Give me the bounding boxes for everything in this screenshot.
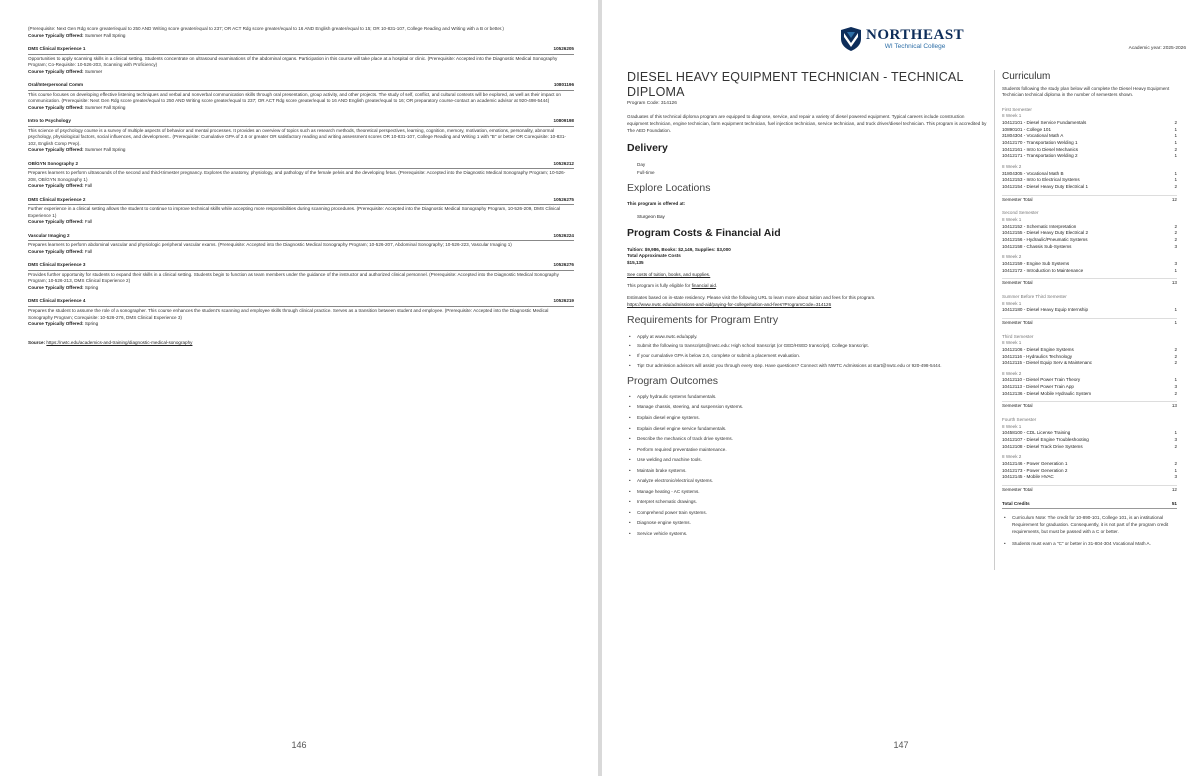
- curriculum-course-credits: 1: [1174, 153, 1177, 159]
- curriculum-course-credits: 2: [1174, 236, 1177, 242]
- curriculum-course-credits: 2: [1174, 461, 1177, 467]
- curriculum-course-row: [1002, 377, 1177, 384]
- course-header: [28, 197, 574, 206]
- curriculum-course-name: 10412180 - Diesel Heavy Equip Internship: [1002, 307, 1089, 313]
- course-code: 10801196: [553, 82, 574, 88]
- requirement-item: • Submit the following to transcripts@nwtc.edu: High school transcript (or GED/HSED transcript). College transcript.: [627, 343, 987, 350]
- course-description: Prepares learners to perform abdominal vascular and physiologic peripheral vascular exams. (Prerequisite: Accepted into the Diagnostic Medical Sonography Program; 10-526-207, Abdominal Sonography; 10-526-223, Vascular Imaging 1): [28, 242, 512, 248]
- financial-aid-line: [627, 283, 987, 290]
- semester-total-value: 13: [1171, 280, 1177, 286]
- delivery-item: Day: [637, 161, 646, 167]
- course-code: 10526219: [553, 298, 574, 304]
- curriculum-course-name: 31804304 - Vocational Math A: [1002, 133, 1064, 139]
- week-name: 8 Week 1: [1002, 217, 1022, 222]
- delivery-list: [627, 162, 987, 177]
- outcome-item: • Analyze electronic/electrical systems.: [627, 478, 987, 485]
- curriculum-course-credits: 2: [1174, 146, 1177, 152]
- curriculum-course-row: [1002, 127, 1177, 134]
- aid-end: .: [715, 283, 718, 289]
- curriculum-course-credits: 1: [1174, 133, 1177, 139]
- course-code: 10526224: [553, 232, 574, 238]
- course-description: Prepares learners to perform ultrasounds of the second and third-trimester pregnancy. Explores the anatomy, physiology, and pathology of the female pelvis and the developing fetus. (Prerequisite: Accepted into the Diagnostic Medical Sonography Program; 10-526-208, OB/GYN Sonography 1): [28, 170, 566, 182]
- course-title: DMS Clinical Experience 1: [28, 46, 86, 52]
- curriculum-course-credits: 1: [1174, 140, 1177, 146]
- total-credits-label: Total Credits: [1002, 500, 1030, 506]
- curriculum-course-name: 10412159 - Engine Sub Systems: [1002, 260, 1070, 266]
- curriculum-course-row: [1002, 474, 1177, 481]
- week-name: 8 Week 2: [1002, 370, 1022, 376]
- curriculum-course-name: 10412115 - Diesel Equip Serv & Maintenanc: [1002, 360, 1093, 366]
- offered-value: Summer: [84, 68, 103, 74]
- semester-block: [1002, 294, 1177, 327]
- curriculum-course-credits: 1: [1174, 170, 1177, 176]
- semester-total-value: 13: [1171, 403, 1177, 409]
- curriculum-course-credits: 1: [1174, 467, 1177, 473]
- outcome-item: • Service vehicle systems.: [627, 531, 987, 538]
- program-title: DIESEL HEAVY EQUIPMENT TECHNICIAN - TECHNICAL DIPLOMA: [627, 70, 964, 99]
- course-entry: [28, 197, 574, 226]
- curriculum-course-credits: 3: [1174, 384, 1177, 390]
- course-header: [28, 46, 574, 55]
- curriculum-course-name: 10412108 - Diesel Track Drive Systems: [1002, 443, 1083, 449]
- curriculum-course-name: 31804305 - Vocational Math B: [1002, 170, 1064, 176]
- curriculum-course-credits: 2: [1174, 184, 1177, 190]
- outcome-item: • Explain diesel engine systems.: [627, 415, 987, 422]
- semester-total-row: [1002, 195, 1177, 204]
- course-description: Opportunities to apply scanning skills in a clinical setting. Students concentrate on ultrasound examinations of the abdominal organs. Participation in this course will take place at a hospital or clinic. (Prerequisite: Accepted into the Diagnostic Medical Sonography Program; Co-Requisite: 10-526-203, Scanning with Proficiency): [28, 55, 558, 68]
- offered-label: Course Typically Offered:: [28, 321, 84, 327]
- week-name: 8 Week 1: [1002, 300, 1022, 306]
- curriculum-course-credits: 3: [1174, 243, 1177, 249]
- week-block: [1002, 254, 1177, 274]
- curriculum-course-name: 10412101 - Diesel Service Fundamentals: [1002, 120, 1087, 126]
- course-entry: [28, 233, 574, 256]
- curriculum-course-credits: 3: [1174, 474, 1177, 480]
- curriculum-note: • Students must earn a "C" or better in 31-804-304 Vocational Math A.: [1002, 541, 1177, 548]
- curriculum-course-name: 10412172 - Introduction to Maintenance: [1002, 267, 1084, 273]
- semester-total-label: Semester Total: [1002, 319, 1033, 325]
- offered-value: Fall: [84, 183, 93, 189]
- curriculum-course-credits: 2: [1174, 346, 1177, 352]
- outcome-item: • Diagnose engine systems.: [627, 520, 987, 527]
- curriculum-course-name: 10412155 - Diesel Heavy Duty Electrical 2: [1002, 230, 1089, 236]
- page-number: 146: [291, 740, 307, 750]
- curriculum-course-credits: 1: [1174, 267, 1177, 273]
- semesters: [1002, 107, 1177, 494]
- curriculum-course-row: [1002, 133, 1177, 140]
- semester-total-label: Semester Total: [1002, 280, 1033, 286]
- week-name: 8 Week 2: [1002, 454, 1022, 460]
- curriculum-course-name: 10890101 - College 101: [1002, 126, 1052, 132]
- offered-value: Fall: [84, 219, 93, 225]
- offered-label: Course Typically Offered:: [28, 32, 84, 38]
- curriculum-course-name: 10412158 - Chassis Sub-Systems: [1002, 243, 1072, 249]
- semester-total-row: [1002, 278, 1177, 287]
- semester-total-label: Semester Total: [1002, 487, 1033, 492]
- curriculum-course-row: [1002, 184, 1177, 191]
- offered-value: Summer Fall Spring: [84, 147, 126, 153]
- week-name: 8 Week 1: [1002, 340, 1022, 346]
- curriculum-course-name: 10412171 - Transportation Welding 2: [1002, 153, 1078, 159]
- offered-line: [28, 33, 574, 40]
- course-code: 10526212: [553, 160, 574, 166]
- curriculum-course-row: [1002, 430, 1177, 437]
- course-header: [28, 298, 574, 307]
- curriculum-course-credits: 2: [1174, 120, 1177, 126]
- costs-link[interactable]: See costs of tuition, books, and supplies.: [627, 271, 711, 277]
- curriculum-course-credits: 2: [1174, 390, 1177, 396]
- curriculum-heading: Curriculum: [1002, 71, 1051, 82]
- costs-total-label: Total Approximate Costs: [627, 253, 681, 259]
- semester-name: Third Semester: [1002, 333, 1034, 339]
- semester-block: [1002, 210, 1177, 287]
- outcome-item: • Interpret schematic drawings.: [627, 499, 987, 506]
- curriculum-course-name: 10412161 - Intro to Diesel Mechanics: [1002, 146, 1079, 152]
- course-list: [28, 26, 574, 346]
- semester-name: Fourth Semester: [1002, 417, 1037, 423]
- curriculum-course-row: [1002, 347, 1177, 354]
- curriculum-course-row: [1002, 384, 1177, 391]
- delivery-item: Full-time: [637, 170, 655, 176]
- source-label: Source:: [28, 339, 46, 345]
- week-block: [1002, 113, 1177, 160]
- curriculum-course-row: [1002, 268, 1177, 275]
- course-header: [28, 118, 574, 127]
- week-block: [1002, 454, 1177, 481]
- outcome-item: • Comprehend power train systems.: [627, 510, 987, 517]
- course-code: 10526276: [553, 262, 574, 268]
- offered-line: [28, 147, 574, 154]
- course-description: Provides further opportunity for students to expand their skills in a clinical setting. Students begin to function as team members under the guidance of the instructor and authorized clinical personnel. (Prerequisite: Accepted into the Diagnostic Medical Sonography Program; 10-526-213, DMS Clinical Experience 2): [28, 271, 559, 284]
- offered-value: Summer Fall Spring: [84, 104, 126, 110]
- course-title: Vascular Imaging 2: [28, 232, 70, 238]
- locations-intro: This program is offered at:: [627, 201, 686, 207]
- semester-block: [1002, 107, 1177, 204]
- curriculum-course-name: 10412106 - Diesel Engine Systems: [1002, 346, 1074, 352]
- requirements-list: [627, 334, 987, 370]
- column-divider: [994, 70, 995, 570]
- curriculum-course-row: [1002, 147, 1177, 154]
- curriculum-course-name: 10412107 - Diesel Engine Troubleshooting: [1002, 437, 1089, 443]
- week-block: [1002, 217, 1177, 250]
- semester-total-row: [1002, 401, 1177, 410]
- course-entry: [28, 262, 574, 291]
- curriculum-course-name: 10412116 - Hydraulics Technology: [1002, 353, 1073, 359]
- course-title: DMS Clinical Experience 2: [28, 196, 86, 202]
- offered-value: Spring: [84, 284, 99, 290]
- curriculum-course-row: [1002, 461, 1177, 468]
- total-credits-value: 51: [1171, 500, 1177, 506]
- curriculum-course-credits: 2: [1174, 443, 1177, 449]
- curriculum-note: • Curriculum Note: The credit for 10-890-101, College 101, is an institutional Requirement for graduation. Consequently, it is not part of the program credit requirements, but must be passed with a C or better.: [1002, 515, 1177, 536]
- course-code: 10526205: [553, 46, 574, 52]
- source-line: [28, 340, 574, 347]
- offered-label: Course Typically Offered:: [28, 284, 84, 290]
- course-entry: [28, 82, 574, 111]
- curriculum-course-row: [1002, 153, 1177, 160]
- curriculum-course-row: [1002, 230, 1177, 237]
- outcome-item: • Apply hydraulic systems fundamentals.: [627, 394, 987, 401]
- semester-total-row: [1002, 318, 1177, 327]
- semester-total-value: 12: [1171, 196, 1177, 202]
- course-title: DMS Clinical Experience 3: [28, 262, 86, 268]
- locations-heading: Explore Locations: [627, 181, 711, 194]
- curriculum-course-credits: 1: [1174, 177, 1177, 183]
- course-description: Prepares the student to assume the role of a sonographer. This course enhances the student's scanning and employee skills through clinical practice. Serves as a transition between student and employee. (Prerequisite: Accepted into the Diagnostic Medical Sonography Program; Corequisite: 10-526-276, DMS Clinical Experience 3): [28, 307, 549, 320]
- week-block: [1002, 164, 1177, 191]
- requirement-item: • Tip! Our admission advisors will assist you through every step. Have questions? Connect with NWTC Admissions at start@nwtc.edu or 920-498-5444.: [627, 363, 987, 370]
- outcome-item: • Manage chassis, steering, and suspension systems.: [627, 404, 987, 411]
- offered-line: [28, 105, 574, 112]
- course-title: DMS Clinical Experience 4: [28, 298, 86, 304]
- course-title: Oral/Interpersonal Comm: [28, 82, 84, 88]
- semester-block: [1002, 417, 1177, 494]
- curriculum-course-row: [1002, 437, 1177, 444]
- curriculum-course-row: [1002, 360, 1177, 367]
- outcomes-list: [627, 394, 987, 538]
- week-name: 8 Week 1: [1002, 113, 1022, 119]
- outcome-item: • Describe the mechanics of track drive systems.: [627, 436, 987, 443]
- curriculum-course-row: [1002, 224, 1177, 231]
- course-code: 10526275: [553, 196, 574, 202]
- curriculum-course-credits: 1: [1174, 126, 1177, 132]
- logo-subtitle: WI Technical College: [884, 42, 946, 50]
- curriculum-course-credits: 3: [1174, 260, 1177, 266]
- page-147: [602, 0, 1200, 776]
- costs-heading: Program Costs & Financial Aid: [627, 227, 781, 240]
- course-title: Intro to Psychology: [28, 118, 71, 124]
- curriculum-course-row: [1002, 171, 1177, 178]
- costs-breakdown: Tuition: $9,986, Books: $2,149, Supplies: $3,000: [627, 246, 731, 252]
- semester-name: Summer Before Third Semester: [1002, 293, 1067, 299]
- curriculum-course-credits: 1: [1174, 430, 1177, 436]
- offered-value: Spring: [84, 321, 99, 327]
- offered-label: Course Typically Offered:: [28, 147, 84, 153]
- offered-value: Fall: [84, 248, 93, 254]
- curriculum-course-row: [1002, 244, 1177, 251]
- course-header: [28, 82, 574, 91]
- curriculum-column: [1002, 70, 1177, 553]
- course-entry: [28, 298, 574, 327]
- page-146: [0, 0, 598, 776]
- curriculum-course-credits: 2: [1174, 353, 1177, 359]
- course-title: OB/GYN Sonography 2: [28, 160, 79, 166]
- curriculum-course-credits: 3: [1174, 437, 1177, 443]
- course-code: 10809198: [553, 118, 574, 124]
- curriculum-course-name: 10412113 - Diesel Power Train App: [1002, 384, 1074, 390]
- outcome-item: • Use welding and machine tools.: [627, 457, 987, 464]
- aid-text: This program is fully eligible for: [627, 283, 691, 289]
- curriculum-course-name: 10412110 - Diesel Power Train Theory: [1002, 377, 1081, 383]
- week-name: 8 Week 2: [1002, 254, 1022, 260]
- curriculum-intro: Students following the study plan below will complete the Diesel Heavy Equipment Technician technical diploma in the number of semesters shown.: [1002, 85, 1170, 98]
- outcome-item: • Maintain brake systems.: [627, 468, 987, 475]
- curriculum-course-row: [1002, 140, 1177, 147]
- college-logo: [840, 26, 964, 52]
- offered-label: Course Typically Offered:: [28, 183, 84, 189]
- requirements-heading: Requirements for Program Entry: [627, 314, 779, 327]
- curriculum-course-name: 10412136 - Diesel Mobile Hydraulic System: [1002, 390, 1092, 396]
- program-main-column: [627, 70, 987, 542]
- course-entry: [28, 46, 574, 75]
- courses-container: [28, 46, 574, 328]
- curriculum-course-name: 10412146 - Power Generation 1: [1002, 461, 1068, 467]
- prereq-text: (Prerequisite: Next Gen Rdg score greater/equal to 250 AND Writing score greater/equal to 237; OR ACT Rdg score greater/equal to 16 AND English greater/equal to 15; OR 10-831-107, College Reading and Writing with a B or better.): [28, 26, 504, 31]
- course-description: This course focuses on developing effective listening techniques and verbal and nonverbal communication skills through oral presentation, group activity, and other projects. The study of self, conflict, and cultural contexts will be explored, as well as their impact on communication. (Prerequisite: Next Gen Rdg score greater/equal to 250 AND Writing score greater/equal to 237; OR ACT Rdg score greater/equal to 16 AND English greater/equal to 16; OR preparatory course-contact an academic advisor at 920-498-5444): [28, 91, 561, 104]
- delivery-heading: Delivery: [627, 142, 668, 155]
- requirement-item: • If your cumulative GPA is below 2.6, complete or submit a placement evaluation.: [627, 353, 987, 360]
- academic-year: Academic year: 2025-2026: [1128, 46, 1186, 51]
- offered-label: Course Typically Offered:: [28, 219, 84, 225]
- week-block: [1002, 424, 1177, 451]
- curriculum-course-row: [1002, 237, 1177, 244]
- week-block: [1002, 371, 1177, 398]
- semester-name: First Semester: [1002, 106, 1032, 112]
- course-entry: [28, 118, 574, 154]
- course-description: Further experience in a clinical setting allows the student to continue to improve technical skills while accepting more responsibilities during scanning procedures. (Prerequisite: Accepted into the Diagnostic Medical Sonography Program, 10-526-209, DMS Clinical Experience 1): [28, 206, 561, 218]
- curriculum-course-row: [1002, 261, 1177, 268]
- curriculum-course-name: 10458100 - CDL License Training: [1002, 430, 1071, 436]
- curriculum-course-row: [1002, 468, 1177, 475]
- offered-value: Summer Fall Spring: [84, 32, 126, 38]
- program-code: Program Code: 314126: [627, 100, 677, 106]
- curriculum-course-name: 10412156 - Hydraulic/Pneumatic Systems: [1002, 236, 1088, 242]
- week-block: [1002, 340, 1177, 367]
- page-number: 147: [893, 740, 909, 750]
- course-description: This science of psychology course is a survey of multiple aspects of behavior and mental processes. It provides an overview of topics such as research methods, theoretical perspectives, learning, cognition, memory, motivation, emotions, personality, abnormal psychology, physiological factors, social influences, and development.. (Prerequisite: Cumulative GPA of 2.6 or greater OR satisfactory reading and writing assessment scores OR 10-831-107, College Reading and Writing 1 with "B" or better OR Corequisite: 10-831-102, English Comp Prep).: [28, 127, 566, 146]
- curriculum-course-row: [1002, 354, 1177, 361]
- source-link[interactable]: https://nwtc.edu/academics-and-training/diagnostic-medical-sonography: [46, 339, 193, 345]
- curriculum-course-credits: 2: [1174, 223, 1177, 229]
- semester-block: [1002, 334, 1177, 411]
- offered-line: [28, 321, 574, 328]
- offered-label: Course Typically Offered:: [28, 248, 84, 254]
- offered-line: [28, 249, 574, 256]
- curriculum-course-name: 10412173 - Power Generation 2: [1002, 467, 1068, 473]
- curriculum-course-name: 10412153 - Intro to Electrical Systems: [1002, 177, 1080, 183]
- curriculum-course-name: 10412170 - Transportation Welding 1: [1002, 140, 1078, 146]
- semester-total-value: 12: [1171, 487, 1177, 492]
- curriculum-course-row: [1002, 444, 1177, 451]
- financial-aid-link[interactable]: financial aid: [691, 283, 716, 289]
- offered-line: [28, 219, 574, 226]
- estimate-block: [627, 295, 987, 308]
- offered-label: Course Typically Offered:: [28, 104, 84, 110]
- outcomes-heading: Program Outcomes: [627, 374, 719, 387]
- curriculum-course-row: [1002, 391, 1177, 398]
- semester-total-row: [1002, 485, 1177, 494]
- week-name: 8 Week 2: [1002, 164, 1022, 170]
- offered-line: [28, 69, 574, 76]
- course-header: [28, 262, 574, 271]
- northeast-shield-logo-icon: [840, 26, 862, 52]
- total-credits-row: [1002, 501, 1177, 510]
- outcome-item: • Manage heating - AC systems.: [627, 489, 987, 496]
- curriculum-course-credits: 1: [1174, 307, 1177, 313]
- course-entry: [28, 161, 574, 190]
- curriculum-course-row: [1002, 177, 1177, 184]
- semester-total-value: 1: [1174, 319, 1177, 325]
- tuition-fees-link[interactable]: https://www.nwtc.edu/admissions-and-aid/paying-for-college/tuition-and-fees?ProgramCode=314126: [627, 301, 832, 307]
- locations-list: [627, 214, 987, 221]
- estimate-text: Estimates based on in-state residency. Please visit the following URL to learn more about tuition and fees for this program.: [627, 294, 876, 300]
- requirement-item: • Apply at www.nwtc.edu/apply.: [627, 334, 987, 341]
- offered-label: Course Typically Offered:: [28, 68, 84, 74]
- week-name: 8 Week 1: [1002, 423, 1022, 429]
- prereq-block: [28, 26, 574, 39]
- offered-line: [28, 285, 574, 292]
- curriculum-notes: [1002, 515, 1177, 548]
- curriculum-course-credits: 2: [1174, 360, 1177, 366]
- week-block: [1002, 301, 1177, 314]
- logo-name: NORTHEAST: [866, 26, 965, 43]
- costs-total-value: $15,135: [627, 260, 644, 266]
- semester-name: Second Semester: [1002, 210, 1039, 216]
- curriculum-course-name: 10412152 - Schematic Interpretation: [1002, 223, 1077, 229]
- location-item: Sturgeon Bay: [637, 213, 665, 219]
- course-header: [28, 161, 574, 170]
- semester-total-label: Semester Total: [1002, 196, 1033, 202]
- curriculum-course-credits: 1: [1174, 377, 1177, 383]
- semester-total-label: Semester Total: [1002, 403, 1033, 409]
- outcome-item: • Explain diesel engine service fundamentals.: [627, 426, 987, 433]
- course-header: [28, 233, 574, 242]
- curriculum-course-name: 10412145 - Mobile HVAC: [1002, 474, 1054, 480]
- curriculum-course-name: 10412154 - Diesel Heavy Duty Electrical 1: [1002, 184, 1089, 190]
- offered-line: [28, 183, 574, 190]
- program-intro: Graduates of this technical diploma program are equipped to diagnose, service, and repair a variety of diesel powered equipment. Typical careers include construction equipment technician, engine technician, farm equipment technician, fuel injection technician, service technician, and truck driver/diesel technician. This program is accredited by The AED Foundation.: [627, 114, 987, 133]
- curriculum-course-row: [1002, 307, 1177, 314]
- outcome-item: • Perform required preventative maintenance.: [627, 447, 987, 454]
- curriculum-course-credits: 2: [1174, 230, 1177, 236]
- curriculum-course-row: [1002, 120, 1177, 127]
